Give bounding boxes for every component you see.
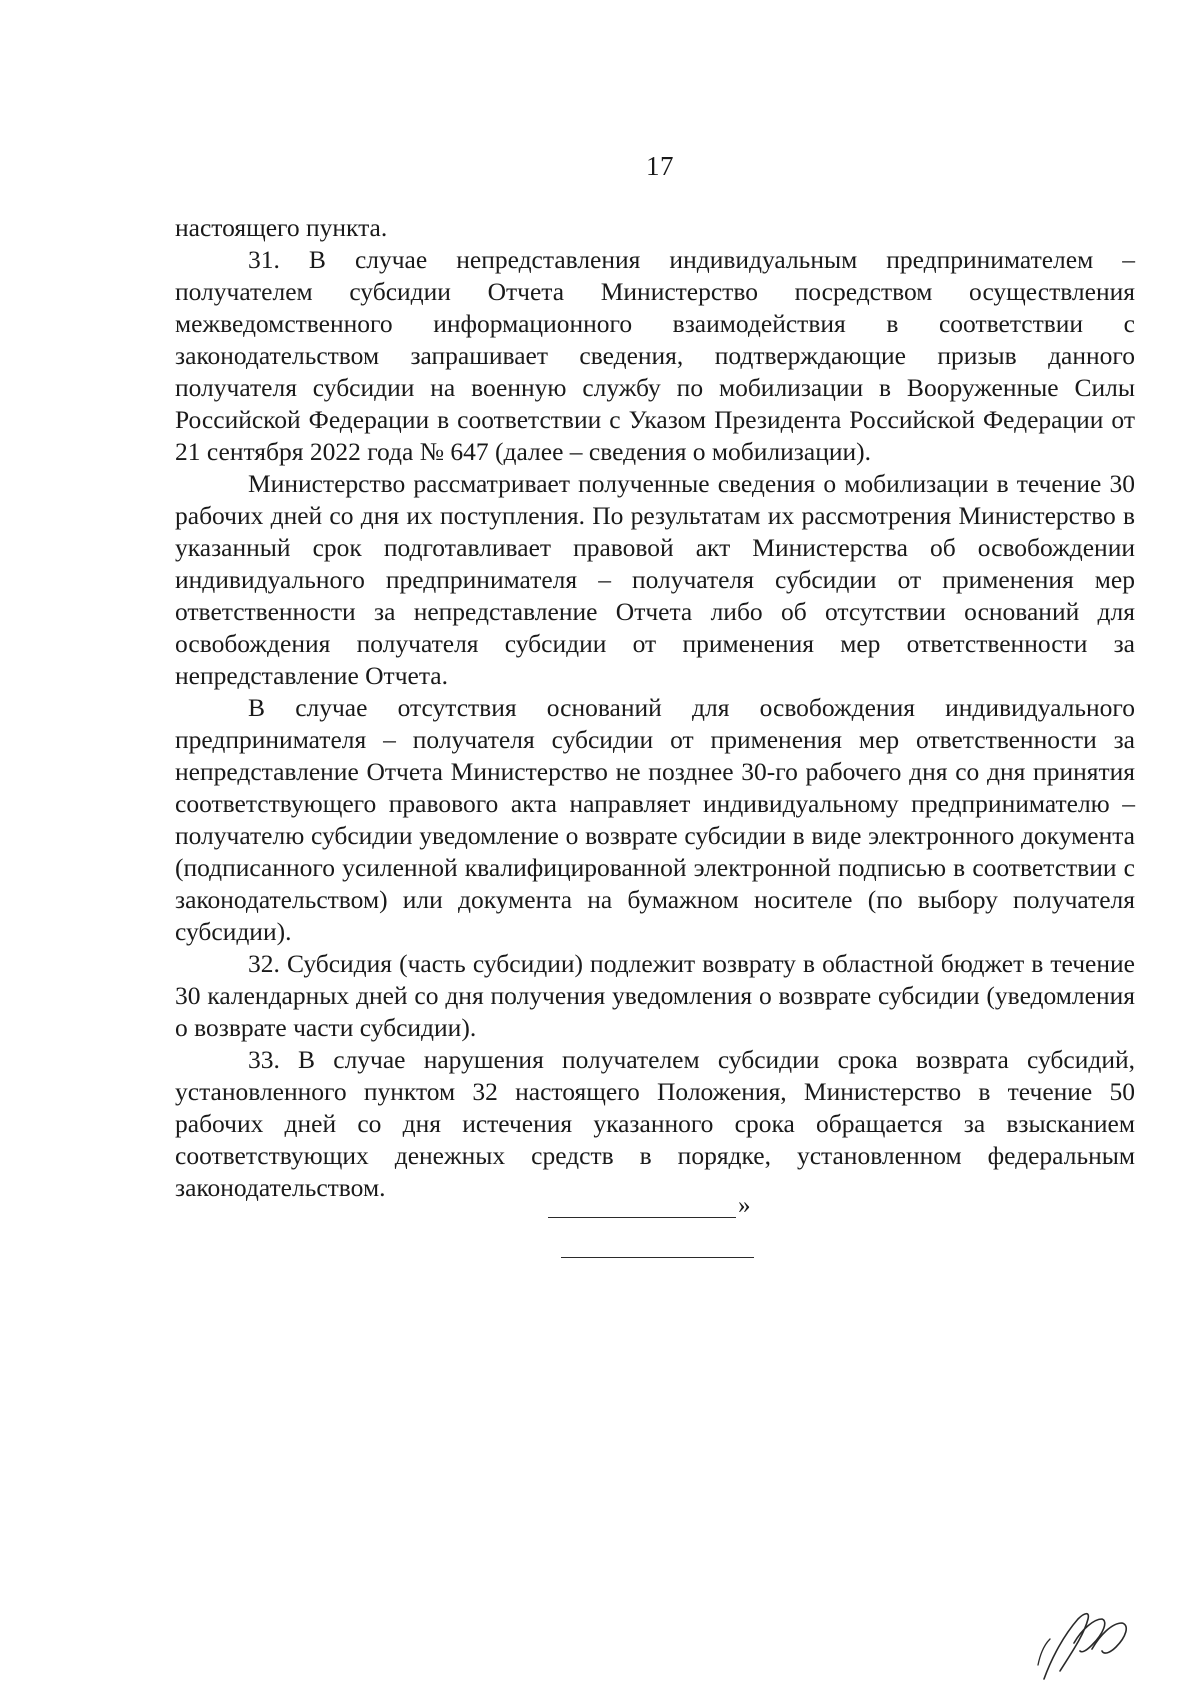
page-number: 17 xyxy=(646,151,674,181)
paragraph-32: 32. Субсидия (часть субсидии) подлежит возврату в областной бюджет в течение 30 календарных дней со дня получения уведомления о возврате субсидии (уведомления о возврате части субсидии). xyxy=(175,949,1135,1042)
paragraph-31-review: Министерство рассматривает полученные сведения о мобилизации в течение 30 рабочих дней со дня их поступления. По результатам их рассмотрения Министерство в указанный срок подготавливает правовой акт Министерства об освобождении индивидуального предпринимателя – получателя субсидии от применения мер ответственности за непредставление Отчета либо об отсутствии оснований для освобождения получателя субсидии от применения мер ответственности за непредставление Отчета. xyxy=(175,469,1135,690)
paragraph-31-notification: В случае отсутствия оснований для освобождения индивидуального предпринимателя – получателя субсидии от применения мер ответственности за непредставление Отчета Министерство не позднее 30-го рабочего дня со дня принятия соответствующего правового акта направляет индивидуальному предпринимателю – получателю субсидии уведомление о возврате субсидии в виде электронного документа (подписанного усиленной квалифицированной электронной подписью в соответствии с законодательством) или документа на бумажном носителе (по выбору получателя субсидии). xyxy=(175,693,1135,946)
paragraph-33: 33. В случае нарушения получателем субсидии срока возврата субсидий, установленного пунктом 32 настоящего Положения, Министерство в течение 50 рабочих дней со дня истечения указанного срока обращается за взысканием соответствующих денежных средств в порядке, установленном федеральным законодательством. xyxy=(175,1045,1135,1202)
closing-quote: » xyxy=(738,1192,751,1219)
closing-underline xyxy=(548,1217,736,1218)
paragraph-31: 31. В случае непредставления индивидуальным предпринимателем – получателем субсидии Отчета Министерство посредством осуществления межведомственного информационного взаимодействия в соответствии с законодательством запрашивает сведения, подтверждающие призыв данного получателя субсидии на военную службу по мобилизации в Вооруженные Силы Российской Федерации в соответствии с Указом Президента Российской Федерации от 21 сентября 2022 года № 647 (далее – сведения о мобилизации). xyxy=(175,245,1135,466)
end-separator-line xyxy=(561,1257,754,1258)
paragraph-continuation: настоящего пункта. xyxy=(175,213,388,242)
closing-mark xyxy=(548,1191,768,1225)
document-body xyxy=(175,212,1135,1204)
handwritten-signature xyxy=(1030,1605,1140,1685)
